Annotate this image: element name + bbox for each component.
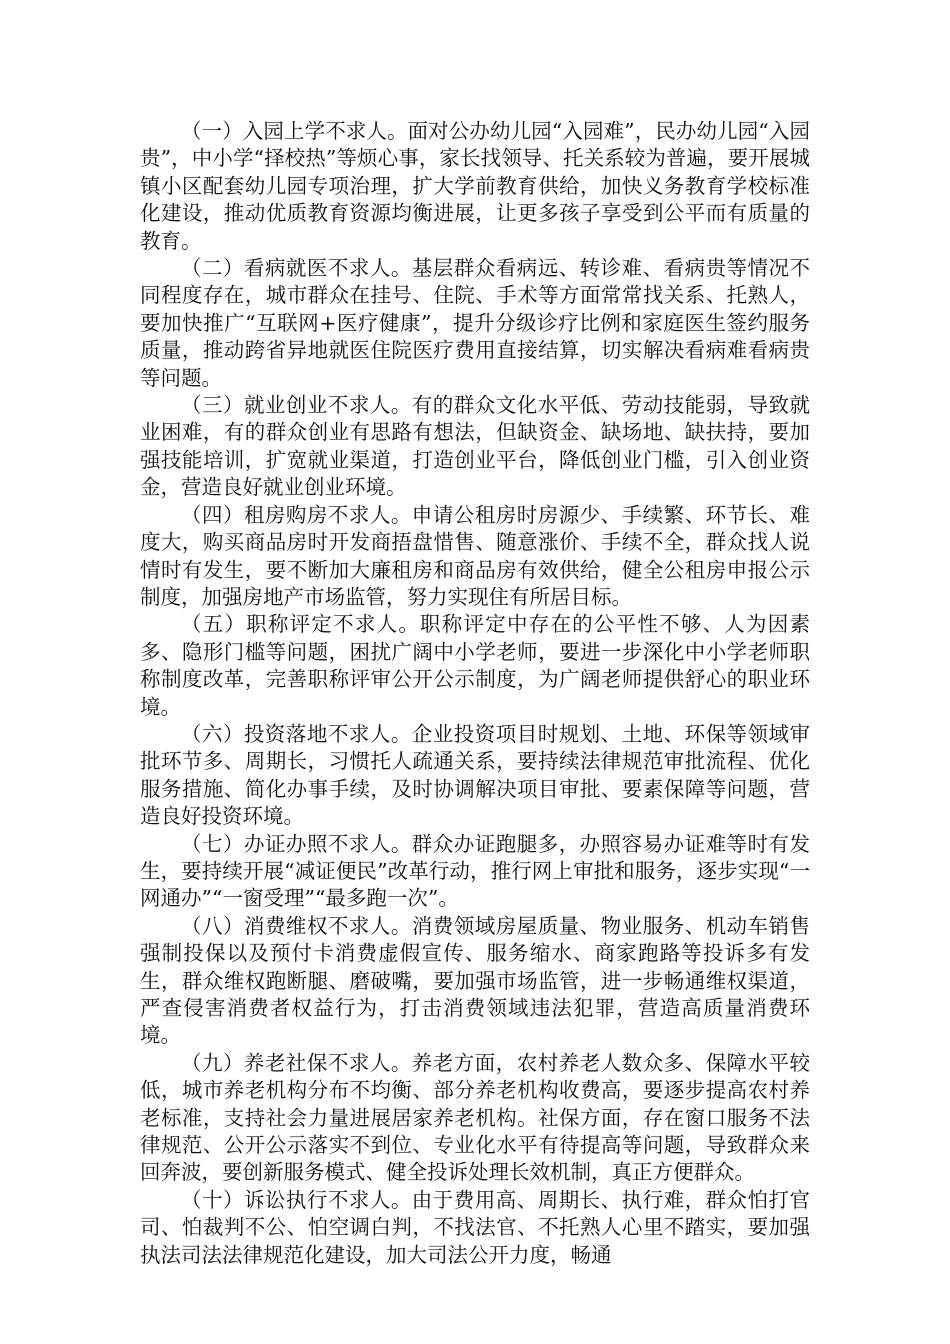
paragraph-medical: （二）看病就医不求人。基层群众看病远、转诊难、看病贵等情况不同程度存在，城市群众在挂号、住院、手术等方面常常找关系、托熟人，要加快推广“互联网+医疗健康”，提升分级诊疗比例和家庭医生签约服务质量，推动跨省异地就医住院医疗费用直接结算，切实解决看病难看病贵等问题。 <box>140 256 810 390</box>
paragraph-employment: （三）就业创业不求人。有的群众文化水平低、劳动技能弱，导致就业困难，有的群众创业有思路有想法，但缺资金、缺场地、缺扶持，要加强技能培训，扩宽就业渠道，打造创业平台，降低创业门槛，引入创业资金，营造良好就业创业环境。 <box>140 393 810 500</box>
paragraph-housing: （四）租房购房不求人。申请公租房时房源少、手续繁、环节长、难度大，购买商品房时开发商捂盘惜售、随意涨价、手续不全，群众找人说情时有发生，要不断加大廉租房和商品房有效供给，健全公租房申报公示制度，加强房地产市场监管，努力实现住有所居目标。 <box>140 502 810 609</box>
paragraph-licensing: （七）办证办照不求人。群众办证跑腿多，办照容易办证难等时有发生，要持续开展“减证便民”改革行动，推行网上审批和服务，逐步实现“一网通办”“一窗受理”“最多跑一次”。 <box>140 831 810 911</box>
paragraph-consumer-rights: （八）消费维权不求人。消费领域房屋质量、物业服务、机动车销售强制投保以及预付卡消费虚假宣传、服务缩水、商家跑路等投诉多有发生，群众维权跑断腿、磨破嘴，要加强市场监管，进一步畅通维权渠道，严查侵害消费者权益行为，打击消费领域违法犯罪，营造高质量消费环境。 <box>140 913 810 1048</box>
paragraph-education: （一）入园上学不求人。面对公办幼儿园“入园难”，民办幼儿园“入园贵”，中小学“择校热”等烦心事，家长找领导、托关系较为普遍，要开展城镇小区配套幼儿园专项治理，扩大学前教育供给，加快义务教育学校标准化建设，推动优质教育资源均衡进展，让更多孩子享受到公平而有质量的教育。 <box>140 119 810 253</box>
paragraph-litigation: （十）诉讼执行不求人。由于费用高、周期长、执行难，群众怕打官司、怕裁判不公、怕空调白判，不找法官、不托熟人心里不踏实，要加强执法司法法律规范化建设，加大司法公开力度，畅通 <box>140 1187 810 1267</box>
paragraph-pension-social-security: （九）养老社保不求人。养老方面，农村养老人数众多、保障水平较低，城市养老机构分布不均衡、部分养老机构收费高，要逐步提高农村养老标准，支持社会力量进展居家养老机构。社保方面，存在窗口服务不法律规范、公开公示落实不到位、专业化水平有待提高等问题，导致群众来回奔波，要创新服务模式、健全投诉处理长效机制，真正方便群众。 <box>140 1050 810 1185</box>
paragraph-investment: （六）投资落地不求人。企业投资项目时规划、土地、环保等领域审批环节多、周期长，习惯托人疏通关系，要持续法律规范审批流程、优化服务措施、简化办事手续，及时协调解决项目审批、要素保障等问题，营造良好投资环境。 <box>140 721 810 829</box>
document-body <box>140 118 810 1269</box>
paragraph-title-evaluation: （五）职称评定不求人。职称评定中存在的公平性不够、人为因素多、隐形门槛等问题，困扰广阔中小学老师，要进一步深化中小学老师职称制度改革，完善职称评审公开公示制度，为广阔老师提供舒心的职业环境。 <box>140 612 810 719</box>
